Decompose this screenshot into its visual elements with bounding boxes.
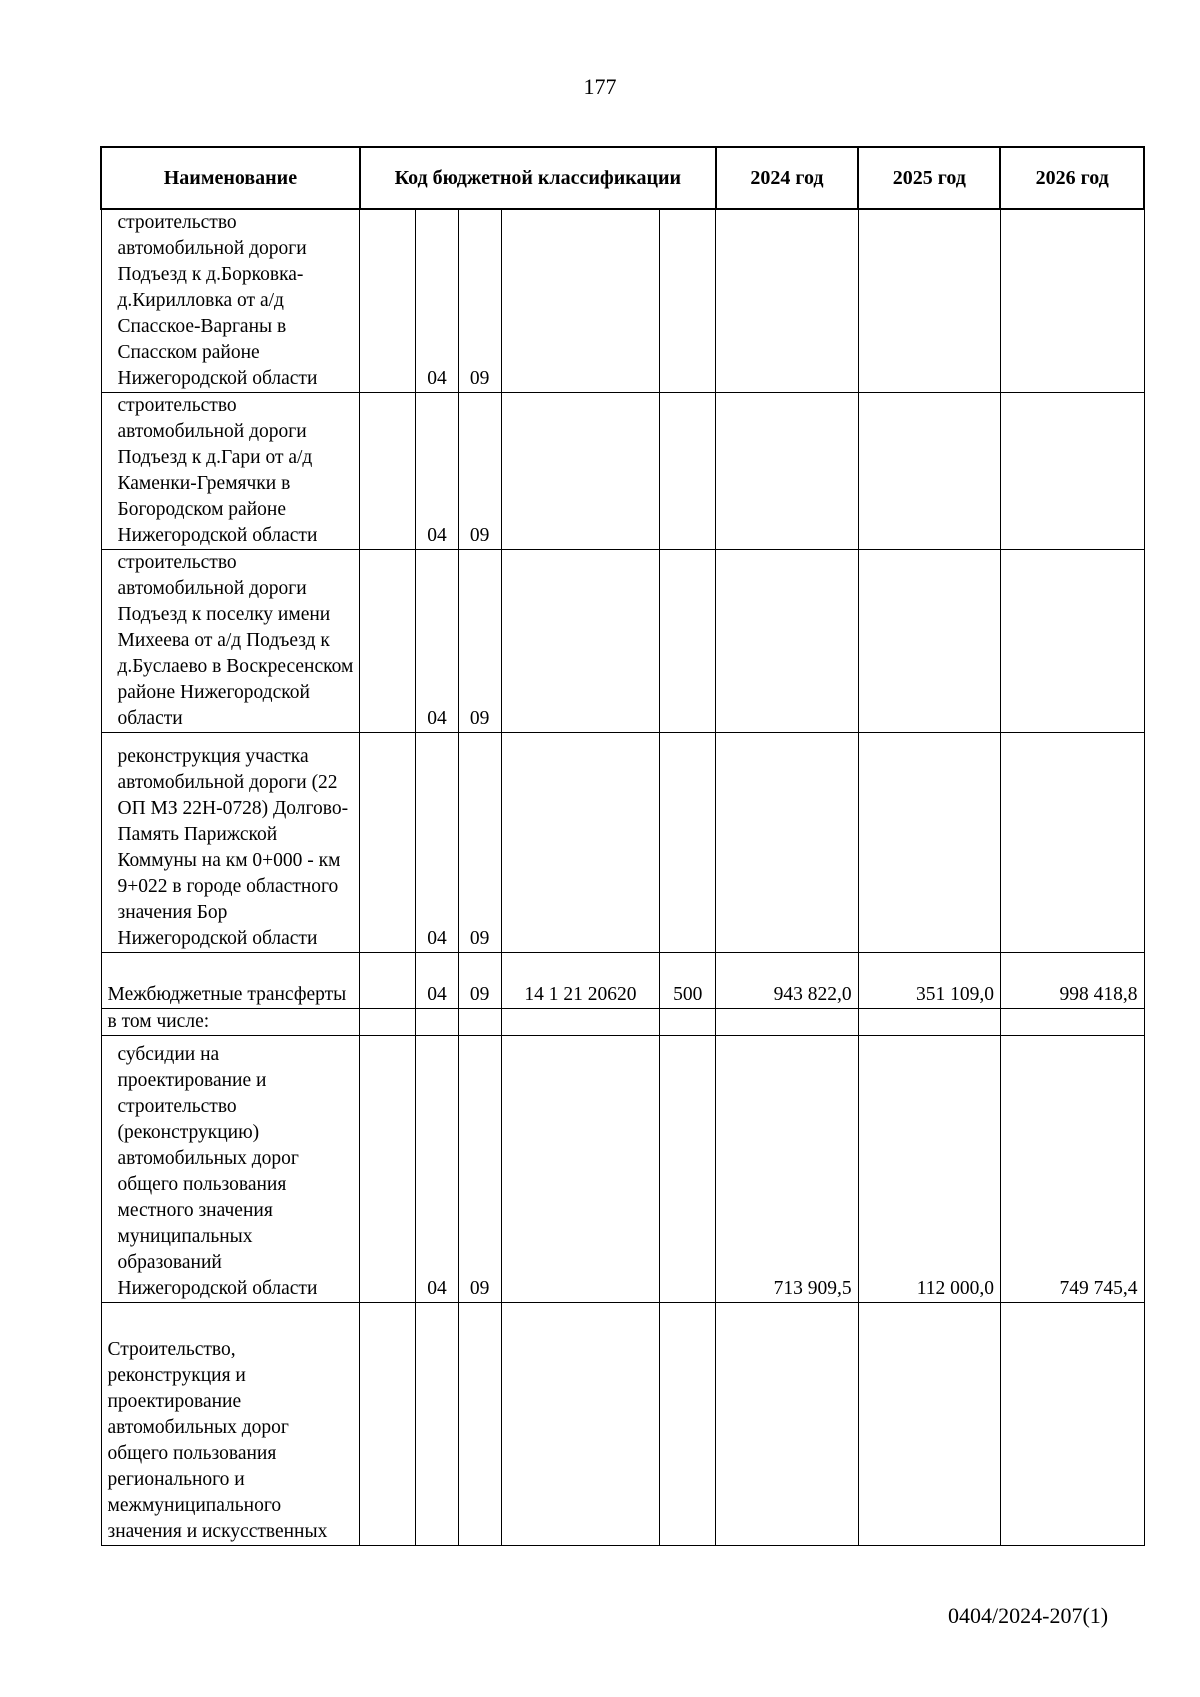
- table-row: [101, 1036, 1144, 1303]
- value-2026: 749 745,4: [1000, 1036, 1144, 1303]
- code-subsection: 09: [458, 209, 501, 393]
- value-2025: [858, 550, 1000, 733]
- value-2024: 943 822,0: [716, 953, 858, 1009]
- code-section: 04: [416, 393, 458, 550]
- row-name: строительство автомобильной дороги Подъезд к поселку имени Михеева от а/д Подъезд к д.Буслаево в Воскресенском районе Нижегородской области: [101, 550, 360, 733]
- code-subsection: [458, 1303, 501, 1546]
- table-row: [101, 209, 1144, 393]
- value-2025: [858, 1303, 1000, 1546]
- code-target: [501, 550, 660, 733]
- code-expense-type: [660, 550, 716, 733]
- budget-table: [100, 146, 1145, 1546]
- value-2024: [716, 1009, 858, 1036]
- row-name: Межбюджетные трансферты: [101, 953, 360, 1009]
- code-subsection: 09: [458, 1036, 501, 1303]
- code-admin: [360, 550, 416, 733]
- code-admin: [360, 393, 416, 550]
- code-target: [501, 209, 660, 393]
- row-name: строительство автомобильной дороги Подъезд к д.Борковка-д.Кирилловка от а/д Спасское-Варганы в Спасском районе Нижегородской области: [101, 209, 360, 393]
- code-target: [501, 733, 660, 953]
- value-2024: [716, 550, 858, 733]
- code-expense-type: [660, 1009, 716, 1036]
- code-target: 14 1 21 20620: [501, 953, 660, 1009]
- table-row: [101, 1009, 1144, 1036]
- code-admin: [360, 1303, 416, 1546]
- header-name: Наименование: [101, 147, 360, 209]
- code-expense-type: [660, 209, 716, 393]
- value-2024: [716, 1303, 858, 1546]
- code-target: [501, 1009, 660, 1036]
- table-row: [101, 953, 1144, 1009]
- table-row: [101, 733, 1144, 953]
- code-section: 04: [416, 209, 458, 393]
- code-expense-type: [660, 1036, 716, 1303]
- value-2024: 713 909,5: [716, 1036, 858, 1303]
- code-section: 04: [416, 1036, 458, 1303]
- header-2026: 2026 год: [1000, 147, 1144, 209]
- code-target: [501, 1036, 660, 1303]
- code-subsection: 09: [458, 393, 501, 550]
- document-code: 0404/2024-207(1): [948, 1603, 1109, 1628]
- value-2024: [716, 209, 858, 393]
- page-number: 177: [583, 74, 617, 99]
- value-2026: [1000, 733, 1144, 953]
- code-admin: [360, 1036, 416, 1303]
- value-2026: [1000, 209, 1144, 393]
- value-2025: 112 000,0: [858, 1036, 1000, 1303]
- value-2024: [716, 733, 858, 953]
- row-name: реконструкция участка автомобильной дороги (22 ОП МЗ 22Н-0728) Долгово-Память Парижской Коммуны на км 0+000 - км 9+022 в городе областного значения Бор Нижегородской области: [101, 733, 360, 953]
- code-admin: [360, 953, 416, 1009]
- code-subsection: 09: [458, 733, 501, 953]
- code-section: [416, 1303, 458, 1546]
- table-row: [101, 393, 1144, 550]
- value-2026: [1000, 393, 1144, 550]
- row-name: субсидии на проектирование и строительство (реконструкцию) автомобильных дорог общего пользования местного значения муниципальных образований Нижегородской области: [101, 1036, 360, 1303]
- code-subsection: [458, 1009, 501, 1036]
- code-section: 04: [416, 550, 458, 733]
- value-2025: [858, 393, 1000, 550]
- value-2026: [1000, 1009, 1144, 1036]
- row-name: Строительство, реконструкция и проектирование автомобильных дорог общего пользования регионального и межмуниципального значения и искусственных: [101, 1303, 360, 1546]
- row-name: строительство автомобильной дороги Подъезд к д.Гари от а/д Каменки-Гремячки в Богородском районе Нижегородской области: [101, 393, 360, 550]
- code-section: 04: [416, 733, 458, 953]
- value-2026: [1000, 550, 1144, 733]
- table-row: [101, 1303, 1144, 1546]
- header-2024: 2024 год: [716, 147, 858, 209]
- code-admin: [360, 209, 416, 393]
- header-code: Код бюджетной классификации: [360, 147, 716, 209]
- table-header-row: [101, 147, 1144, 209]
- value-2025: [858, 733, 1000, 953]
- value-2025: 351 109,0: [858, 953, 1000, 1009]
- value-2026: [1000, 1303, 1144, 1546]
- code-target: [501, 1303, 660, 1546]
- code-section: 04: [416, 953, 458, 1009]
- code-expense-type: 500: [660, 953, 716, 1009]
- code-expense-type: [660, 393, 716, 550]
- value-2024: [716, 393, 858, 550]
- code-expense-type: [660, 733, 716, 953]
- table-row: [101, 550, 1144, 733]
- header-2025: 2025 год: [858, 147, 1000, 209]
- value-2026: 998 418,8: [1000, 953, 1144, 1009]
- row-name: в том числе:: [101, 1009, 360, 1036]
- code-expense-type: [660, 1303, 716, 1546]
- value-2025: [858, 1009, 1000, 1036]
- value-2025: [858, 209, 1000, 393]
- code-target: [501, 393, 660, 550]
- code-admin: [360, 733, 416, 953]
- code-section: [416, 1009, 458, 1036]
- code-subsection: 09: [458, 953, 501, 1009]
- code-admin: [360, 1009, 416, 1036]
- code-subsection: 09: [458, 550, 501, 733]
